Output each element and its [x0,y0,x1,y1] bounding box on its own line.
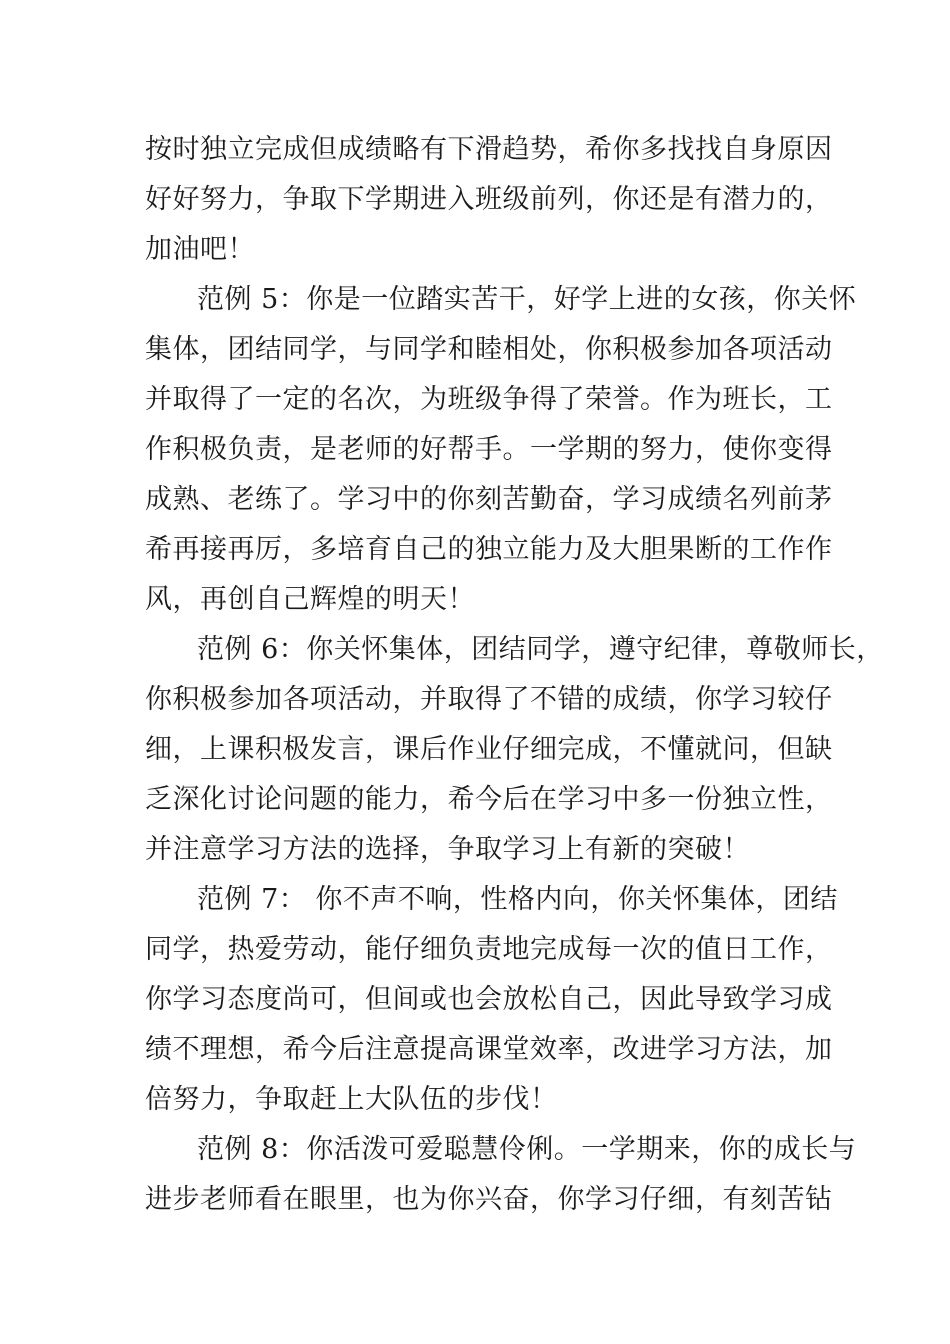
text-line: 并取得了一定的名次，为班级争得了荣誉。作为班长，工 [145,384,833,415]
text-line: 作积极负责，是老师的好帮手。一学期的努力，使你变得 [145,434,833,465]
text-line: 好好努力，争取下学期进入班级前列，你还是有潜力的， [145,184,833,215]
paragraph-start-example-5: 范例 5：你是一位踏实苦干，好学上进的女孩，你关怀 [197,284,857,315]
text-line: 绩不理想，希今后注意提高课堂效率，改进学习方法，加 [145,1034,833,1065]
text-line: 同学，热爱劳动，能仔细负责地完成每一次的值日工作， [145,934,833,965]
text-line: 希再接再厉，多培育自己的独立能力及大胆果断的工作作 [145,534,833,565]
text-line: 细，上课积极发言，课后作业仔细完成，不懂就问，但缺 [145,734,833,765]
text-line: 成熟、老练了。学习中的你刻苦勤奋，学习成绩名列前茅 [145,484,833,515]
paragraph-start-example-7: 范例 7： 你不声不响，性格内向，你关怀集体，团结 [197,884,838,915]
text-line: 集体，团结同学，与同学和睦相处，你积极参加各项活动 [145,334,833,365]
text-line: 倍努力，争取赶上大队伍的步伐！ [145,1084,558,1115]
paragraph-start-example-6: 范例 6：你关怀集体，团结同学，遵守纪律，尊敬师长， [197,634,884,665]
text-line: 进步老师看在眼里，也为你兴奋，你学习仔细，有刻苦钻 [145,1184,833,1215]
text-line: 乏深化讨论问题的能力，希今后在学习中多一份独立性， [145,784,833,815]
text-line: 你学习态度尚可，但间或也会放松自己，因此导致学习成 [145,984,833,1015]
text-line: 你积极参加各项活动，并取得了不错的成绩，你学习较仔 [145,684,833,715]
text-line: 按时独立完成但成绩略有下滑趋势，希你多找找自身原因 [145,134,833,165]
text-line: 风，再创自己辉煌的明天！ [145,584,475,615]
paragraph-start-example-8: 范例 8：你活泼可爱聪慧伶俐。一学期来，你的成长与 [197,1134,857,1165]
text-line: 加油吧！ [145,234,255,265]
text-line: 并注意学习方法的选择，争取学习上有新的突破！ [145,834,750,865]
